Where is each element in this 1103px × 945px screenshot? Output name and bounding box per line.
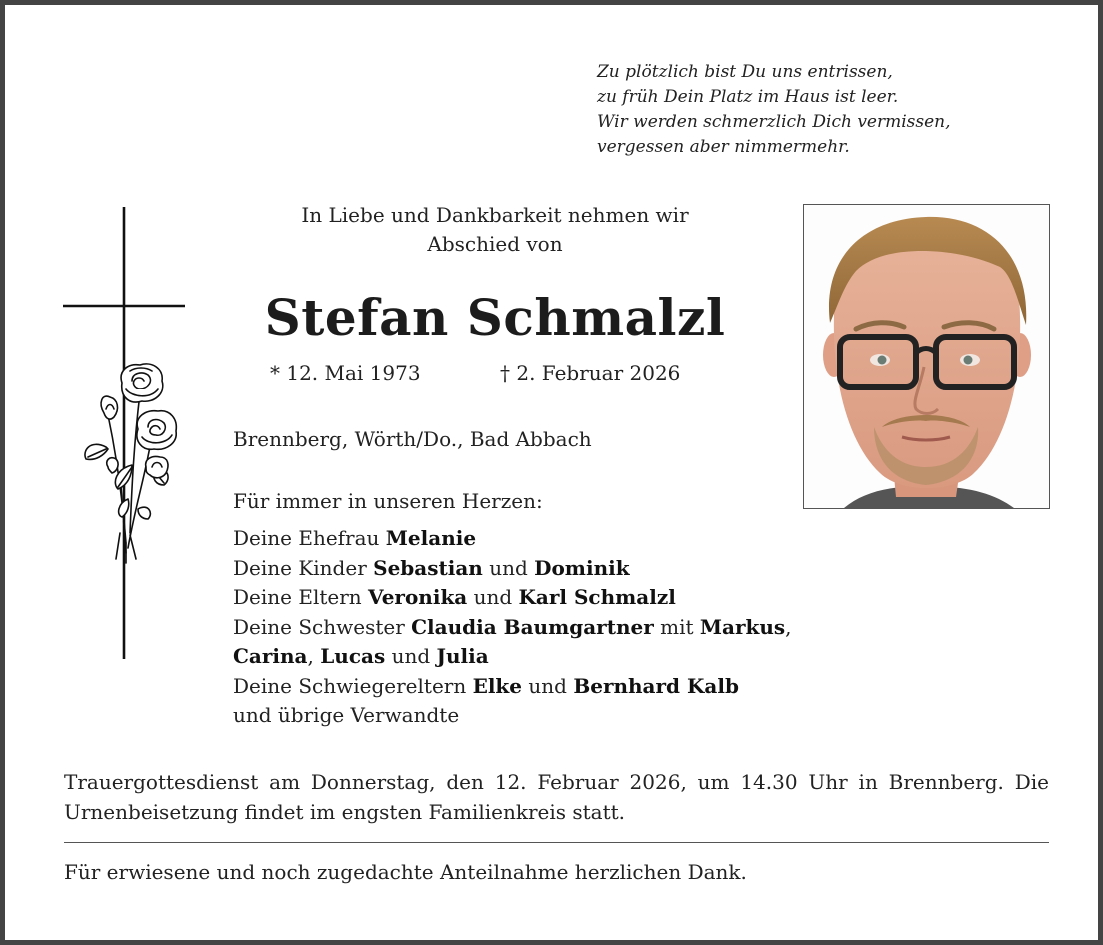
- death-date: † 2. Februar 2026: [500, 361, 681, 385]
- divider: [64, 842, 1049, 843]
- mourner-name: Sebastian: [373, 555, 483, 580]
- mourner-text: Deine Kinder: [233, 555, 374, 580]
- mourner-name: Karl Schmalzl: [518, 585, 676, 609]
- mourner-text: Deine Eltern: [233, 585, 369, 609]
- portrait-photo: [803, 204, 1050, 509]
- cross-with-roses-icon: [60, 203, 190, 663]
- mourner-name: Elke: [472, 673, 523, 698]
- mourner-name: Claudia Baumgartner: [411, 614, 654, 639]
- mourner-row: [233, 524, 792, 554]
- mourner-text: und: [385, 644, 437, 668]
- memorial-poem: [597, 60, 951, 160]
- mourner-text: und: [482, 555, 535, 580]
- mourner-row: [233, 554, 792, 584]
- funeral-service-info: Trauergottesdienst am Donnerstag, den 12. Februar 2026, um 14.30 Uhr in Brennberg. Die Urnenbeisetzung findet im engsten Familienkreis statt.: [64, 770, 1049, 824]
- thanks-note: Für erwiesene und noch zugedachte Anteilnahme herzlichen Dank.: [64, 860, 747, 884]
- poem-line: zu früh Dein Platz im Haus ist leer.: [597, 87, 899, 107]
- mourner-text: und übrige Verwandte: [233, 703, 460, 727]
- portrait-illustration: [804, 205, 1049, 508]
- mourner-name: Veronika: [368, 585, 468, 609]
- poem-line: Zu plötzlich bist Du uns entrissen,: [597, 62, 893, 82]
- mourner-name: Bernhard Kalb: [573, 673, 739, 698]
- mourner-text: ,: [307, 644, 321, 668]
- mourner-name: Carina: [233, 644, 308, 668]
- deceased-name: Stefan Schmalzl: [264, 288, 726, 347]
- mourners-list: [233, 524, 792, 731]
- mourner-name: Markus: [699, 614, 786, 639]
- mourner-row: [233, 642, 792, 672]
- intro-line-1: In Liebe und Dankbarkeit nehmen wir: [301, 203, 689, 227]
- mourner-text: und: [467, 585, 519, 609]
- intro-line-2: Abschied von: [427, 232, 563, 256]
- mourner-row: [233, 583, 792, 613]
- mourner-text: Deine Schwiegereltern: [233, 673, 473, 698]
- mourner-text: mit: [653, 614, 700, 639]
- intro-text: [230, 201, 760, 259]
- poem-line: Wir werden schmerzlich Dich vermissen,: [597, 112, 951, 132]
- mourner-row: [233, 701, 792, 731]
- birth-date: * 12. Mai 1973: [270, 361, 421, 385]
- places: Brennberg, Wörth/Do., Bad Abbach: [233, 427, 592, 451]
- mourner-name: Melanie: [385, 526, 477, 550]
- mourners-intro: Für immer in unseren Herzen:: [233, 489, 543, 513]
- poem-line: vergessen aber nimmermehr.: [597, 137, 850, 157]
- mourner-text: ,: [785, 614, 792, 639]
- mourner-text: und: [522, 673, 574, 698]
- mourner-row: [233, 613, 792, 643]
- mourner-name: Lucas: [320, 644, 386, 668]
- mourner-text: Deine Ehefrau: [233, 526, 386, 550]
- mourner-name: Dominik: [534, 555, 630, 580]
- mourner-name: Julia: [436, 644, 489, 668]
- mourner-row: [233, 672, 792, 702]
- mourner-text: Deine Schwester: [233, 614, 412, 639]
